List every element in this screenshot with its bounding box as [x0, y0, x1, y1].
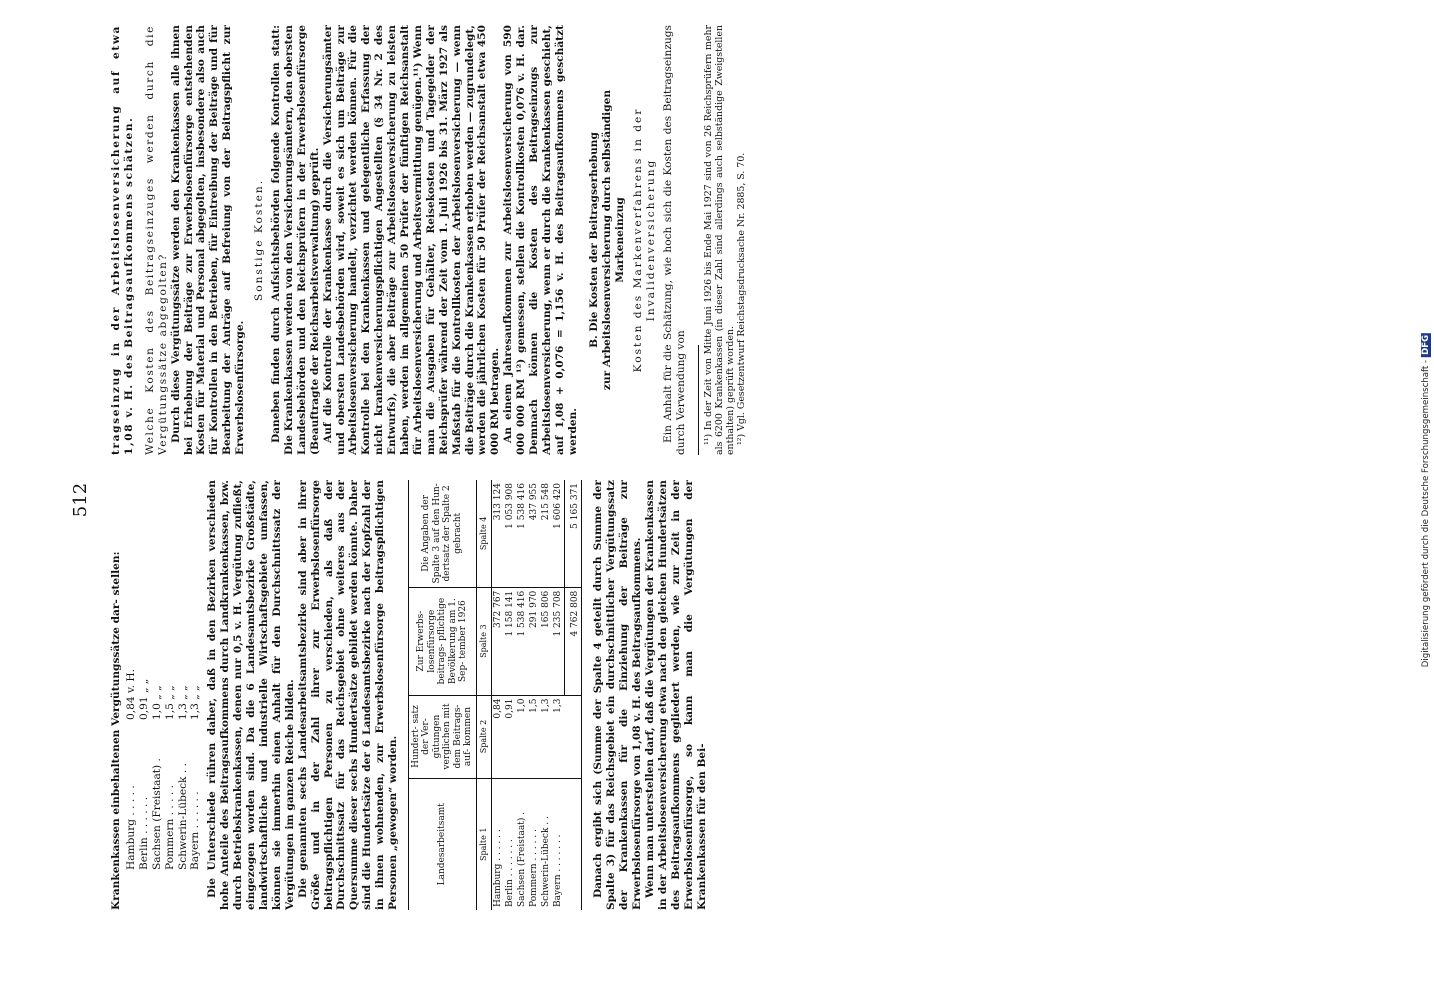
- question-heading: Welche Kosten des Beitragseinzuges werden durch die Vergütungssätze abgegolten?: [143, 25, 169, 455]
- paragraph: Durch diese Vergütungssätze werden den Krankenkassen alle ihnen bei Erhebung der Beiträge zur Erwerbslosenfürsorge entstehenden Kosten für Material und Personal abgegolten, insbesondere also auch für Kontrollen in den Betrieben, für Eintreibung der Beiträge und für Bearbeitung der Anträge auf Befreiung von der Beitragspflicht zur Erwerbslosenfürsorge.: [169, 25, 247, 455]
- paragraph: Die genannten sechs Landesarbeitsamtsbezirke sind aber in ihrer Größe und in der Zahl ihrer zur Erwerbslosenfürsorge beitragspflichtigen Personen zu verschieden, als daß der Durchschnittssatz für das Reichsgebiet ohne weiteres aus der Quersumme dieser sechs Hundertsätze gebildet werden könnte. Daher sind die Hundertsätze der 6 Landesamtsbezirke nach der Kopfzahl der in ihnen wohnenden, zur Erwerbslosenfürsorge beitragspflichtigen Personen „gewogen“ worden.: [296, 480, 400, 910]
- table-row: Pommern . . . . . . 1,5 291 970 437 955: [528, 480, 540, 910]
- table-total-row: 4 762 808 5 165 371: [565, 480, 582, 910]
- paragraph: Die Unterschiede rühren daher, daß in den Bezirken verschieden hohe Anteile des Beitragsaufkommens durch Landkrankenkassen, bzw. durch Betriebskrankenkassen, denen nur 0,5 v. H. Vergütung zufließt, eingezogen worden sind. Da die 6 Landesamtsbezirke Großstädte, landwirtschaftliche und industrielle Wirtschaftsgebiete umfassen, können sie immerhin einen Anhalt für den Durchschnittssatz der Vergütungen im ganzen Reiche bilden.: [206, 480, 296, 910]
- table-row: Bayern . . . . . . . 1,3 1 235 708 1 606 420: [552, 480, 565, 910]
- rate-row: Berlin . . . . . . 0,91 „ „: [137, 678, 150, 870]
- page-number: 512: [70, 482, 91, 518]
- rate-row: Schwerin-Lübeck . . 1,3 „ „: [176, 685, 189, 870]
- spalte-label: Spalte 3: [476, 587, 492, 695]
- paragraph: Wenn man unterstellen darf, daß die Vergütungen der Krankenkassen in der Arbeitslosenversicherung etwa nach den gleichen Hundertsätzen des Beitragsaufkommens gegliedert werden, wie zur Zeit in der Erwerbslosenfürsorge, so kann man die Vergütungen der Krankenkassen für den Bei-: [644, 480, 708, 910]
- paragraph: tragseinzug in der Arbeitslosenversicherung auf etwa 1,08 v. H. des Beitragsaufkommens schätzen.: [110, 25, 135, 455]
- digitization-credit: [1418, 20, 1434, 980]
- intro-text: Krankenkassen einbehaltenen Vergütungssätze dar- stellen:: [110, 551, 122, 910]
- spalte-label: Spalte 1: [476, 778, 492, 910]
- table-row: Schwerin-Lübeck . . 1,3 165 806 215 548: [540, 480, 552, 910]
- rate-row: Hamburg . . . . . 0,84 v. H.: [124, 668, 137, 870]
- paragraph: Daneben finden durch Aufsichtsbehörden folgende Kontrollen statt: Die Krankenkassen werden von den Versicherungsämtern, den obersten Landesbehörden und den Reichsprüfern in der Erwerbslosenfürsorge (Beauftragte der Reichsarbeitsverwaltung) geprüft.: [269, 25, 321, 455]
- table-header: Die Angaben der Spalte 3 auf den Hun- dertsatz der Spalte 2 gebracht: [408, 480, 476, 587]
- right-column: [110, 25, 747, 455]
- subsection-heading: Kosten des Markenverfahrens in der Invalidenversicherung: [632, 107, 658, 373]
- footnote: ¹¹) In der Zeit von Mitte Juni 1926 bis Ende Mai 1927 sind von 26 Reichsprüfern mehr als 6200 Krankenkassen (in dieser Zahl sind allerdings auch selbständige Zweigstellen enthalten) geprüft worden.: [703, 25, 737, 455]
- rates-list: [125, 480, 202, 870]
- table-header: Landesarbeitsamt: [437, 803, 448, 886]
- rate-row: Bayern . . . . . . 1,3 „ „: [189, 685, 202, 870]
- dfg-logo: DFG: [1421, 334, 1431, 355]
- spalte-label: Spalte 2: [476, 695, 492, 778]
- credit-text: Digitalisierung gefördert durch die Deutsche Forschungsgemeinschaft -: [1421, 359, 1431, 668]
- spalte-label: Spalte 4: [476, 480, 492, 587]
- section-heading: Sonstige Kosten.: [253, 178, 266, 302]
- paragraph: Danach ergibt sich (Summe der Spalte 4 geteilt durch Summe der Spalte 3) für das Reichsgebiet ein durchschnittlicher Vergütungssatz der Krankenkassen für die Einziehung der Beiträge zur Erwerbslosenfürsorge von 1,08 v. H. des Beitragsaufkommens.: [592, 480, 644, 910]
- data-table: [408, 480, 583, 910]
- table-header: Zur Erwerbs- losenfürsorge beitrags- pflichtige Bevölkerung am 1. Sep- tember 1926: [408, 587, 476, 695]
- rate-row: Pommern . . . . . 1,5 „ „: [163, 685, 176, 870]
- table-row: Hamburg . . . . . . 0,84 372 767 313 124: [492, 480, 505, 910]
- table-header-row: [408, 480, 476, 910]
- rate-row: Sachsen (Freistaat) . 1,0 „ „: [150, 685, 163, 870]
- paragraph: An einem Jahresaufkommen zur Arbeitslosenversicherung von 590 000 000 RM ¹²) gemessen, stellen die Kontrollkosten 0,076 v. H. dar. Demnach können die Kosten des Beitragseinzugs zur Arbeitslosenversicherung, wenn er durch die Krankenkassen geschieht, auf 1,08 + 0,076 = 1,156 v. H. des Beitragsaufkommens geschätzt werden.: [502, 25, 579, 455]
- table-header: Hundert- satz der Ver- gütungen verglichen mit dem Beitrags- auf- kommen: [408, 695, 476, 778]
- table-row: Berlin . . . . . . . 0,91 1 158 141 1 053 908: [504, 480, 516, 910]
- footnote-rule: [698, 345, 699, 455]
- paragraph: Auf die Kontrolle der Krankenkasse durch die Versicherungsämter und obersten Landesbehörden wird, soweit es sich um Beiträge zur Arbeitslosenversicherung handelt, verzichtet werden können. Für die Kontrolle bei den Krankenkassen und gelegentliche Erfassung der nicht krankenversicherungspflichtigen Angestellten (§ 34 Nr. 2 des Entwurfs), die aber Beiträge zur Arbeitslosenversicherung zu leisten haben, werden im allgemeinen 50 Prüfer der fünftigen Reichsanstalt für Arbeitslosenversicherung und Arbeitsvermittlung genügen.¹¹) Wenn man die Ausgaben für Gehälter, Reisekosten und Tagegelder der Reichsprüfer während der Zeit vom 1. Juli 1926 bis 31. März 1927 als Maßstab für die Kontrollkosten der Arbeitslosenversicherung — wenn die Beiträge durch die Krankenkassen erhoben werden — zugrundelegt, werden die jährlichen Kosten für 50 Prüfer der Reichsanstalt etwa 450 000 RM betragen.: [321, 25, 502, 455]
- table-spalten-row: [476, 480, 492, 910]
- footnote: ¹²) Vgl. Gesetzentwurf Reichstagsdrucksache Nr. 2885, S. 70.: [736, 152, 748, 445]
- table-row: Sachsen (Freistaat) . 1,0 1 538 416 1 538 416: [516, 480, 528, 910]
- paragraph: Ein Anhalt für die Schätzung, wie hoch sich die Kosten des Beitragseinzugs durch Verwendung von: [662, 25, 688, 455]
- section-heading-b: B. Die Kosten der Beitragserhebung zur Arbeitslosenversicherung durch selbständigen Markeneinzug: [587, 89, 626, 391]
- left-column: [110, 480, 709, 910]
